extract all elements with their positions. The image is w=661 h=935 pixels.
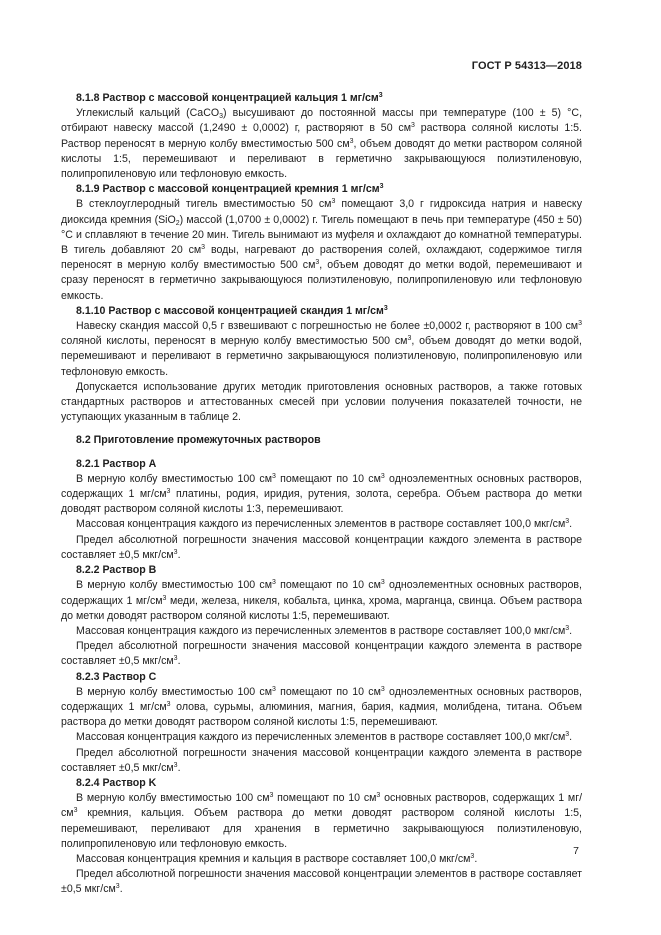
paragraph-8-2-1: В мерную колбу вместимостью 100 $см^3$ помещают по 10 $см^3$ одноэлементных основных растворов, содержащих 1 $мг/см^3$ платины, родия, иридия, рутения, золота, серебра. Объем раствора до метки доводят раствором соляной кислоты 1:3, перемешивают. (61, 472, 582, 516)
paragraph-note-alternative-methods: Допускается использование других методик приготовления основных растворов, а также готовых стандартных растворов и аттестованных смесей при условии получения показателей точности, не уступающих указанным в таблице 2. (61, 380, 582, 424)
paragraph-8-1-10: Навеску скандия массой 0,5 г взвешивают с погрешностью не более ±0,0002 г, растворяют в 100 $см^3$ соляной кислоты, переносят в мерную колбу вместимостью 500 $см^3$, объем доводят до метки водой, перемешивают и переливают в герметично закрывающуюся полиэтиленовую, полипропиленовую или тефлоновую емкость. (61, 320, 582, 378)
section-heading-8-2-3: 8.2.3 Раствор С (76, 670, 157, 683)
paragraph-8-2-2: В мерную колбу вместимостью 100 $см^3$ помещают по 10 $см^3$ одноэлементных основных растворов, содержащих 1 $мг/см^3$ меди, железа, никеля, кобальта, цинка, хрома, марганца, свинца. Объем раствора до метки доводят раствором соляной кислоты 1:5, перемешивают. (61, 579, 582, 622)
paragraph-8-2-3-concentration: Массовая концентрация каждого из перечисленных элементов в растворе составляет 100,0 мкг/$см^3$. (76, 731, 573, 744)
paragraph-8-1-9: В стеклоуглеродный тигель вместимостью 50 $см^3$ помещают 3,0 г гидроксида натрия и навеску диоксида кремния (SiO$_2$) массой (1,0700 ± 0,0002) г. Тигель помещают в печь при температуре (450 ± 50) °С и сплавляют в течение 20 мин. Тигель вынимают из муфеля и охлаждают до комнатной температуры. В тигель добавляют 20 $см^3$ воды, нагревают до растворения солей, охлаждают, содержимое тигля переносят в мерную колбу вместимостью 500 $см^3$, объем доводят до метки водой, перемешивают и сразу переносят в герметично закрывающуюся полиэтиленовую, полипропиленовую или тефлоновую емкость. (61, 198, 582, 302)
document-body (61, 91, 582, 898)
section-heading-8-1-9: 8.1.9 Раствор с массовой концентрацией кремния 1 $мг/см^3$ (76, 183, 384, 196)
paragraph-8-2-3: В мерную колбу вместимостью 100 $см^3$ помещают по 10 $см^3$ одноэлементных основных растворов, содержащих 1 $мг/см^3$ олова, сурьмы, алюминия, магния, бария, кадмия, молибдена, титана. Объем раствора до метки доводят раствором соляной кислоты 1:5, перемешивают. (61, 685, 582, 729)
standard-designation: ГОСТ Р 54313—2018 (471, 60, 582, 72)
paragraph-8-2-3-error: Предел абсолютной погрешности значения массовой концентрации каждого элемента в растворе составляет ±0,5 мкг/$см^3$. (61, 746, 582, 774)
section-heading-8-2-2: 8.2.2 Раствор В (76, 564, 157, 577)
paragraph-8-1-8: Углекислый кальций (CaCO$_3$) высушивают до постоянной массы при температуре (100 ± 5) °С, отбирают навеску массой (1,2490 ± 0,0002) г, растворяют в 50 $см^3$ раствора соляной кислоты 1:5. Раствор переносят в мерную колбу вместимостью 500 $см^3$, объем доводят до метки раствором соляной кислоты 1:5, перемешивают и переливают в герметично закрывающуюся полиэтиленовую, полипропиленовую или тефлоновую емкость. (61, 107, 583, 181)
section-heading-8-1-8: 8.1.8 Раствор с массовой концентрацией кальция 1 $мг/см^3$ (76, 92, 383, 104)
paragraph-8-2-2-concentration: Массовая концентрация каждого из перечисленных элементов в растворе составляет 100,0 мкг/$см^3$. (76, 624, 573, 637)
paragraph-8-2-2-error: Предел абсолютной погрешности значения массовой концентрации каждого элемента в растворе составляет ±0,5 мкг/$см^3$. (61, 640, 582, 668)
paragraph-8-2-4-error: Предел абсолютной погрешности значения массовой концентрации элементов в растворе составляет ±0,5 мкг/$см^3$. (61, 868, 582, 896)
section-heading-8-2: 8.2 Приготовление промежуточных растворов (76, 434, 321, 447)
section-heading-8-2-1: 8.2.1 Раствор А (76, 457, 157, 470)
section-heading-8-2-4: 8.2.4 Раствор K (76, 776, 157, 789)
paragraph-8-2-4-concentration: Массовая концентрация кремния и кальция в растворе составляет 100,0 мкг/$см^3$. (76, 852, 478, 865)
paragraph-8-2-1-concentration: Массовая концентрация каждого из перечисленных элементов в растворе составляет 100,0 мкг/$см^3$. (76, 518, 573, 531)
paragraph-8-2-1-error: Предел абсолютной погрешности значения массовой концентрации каждого элемента в растворе составляет ±0,5 мкг/$см^3$. (61, 533, 582, 561)
section-heading-8-1-10: 8.1.10 Раствор с массовой концентрацией скандия 1 $мг/см^3$ (76, 304, 388, 317)
page-number: 7 (573, 845, 579, 857)
paragraph-8-2-4: В мерную колбу вместимостью 100 $см^3$ помещают по 10 $см^3$ основных растворов, содержащих 1 $мг/см^3$ кремния, кальция. Объем раствора до метки доводят раствором соляной кислоты 1:5, перемешивают, переливают для хранения в герметично закрывающуюся полиэтиленовую, полипропиленовую или тефлоновую емкость. (61, 792, 583, 850)
